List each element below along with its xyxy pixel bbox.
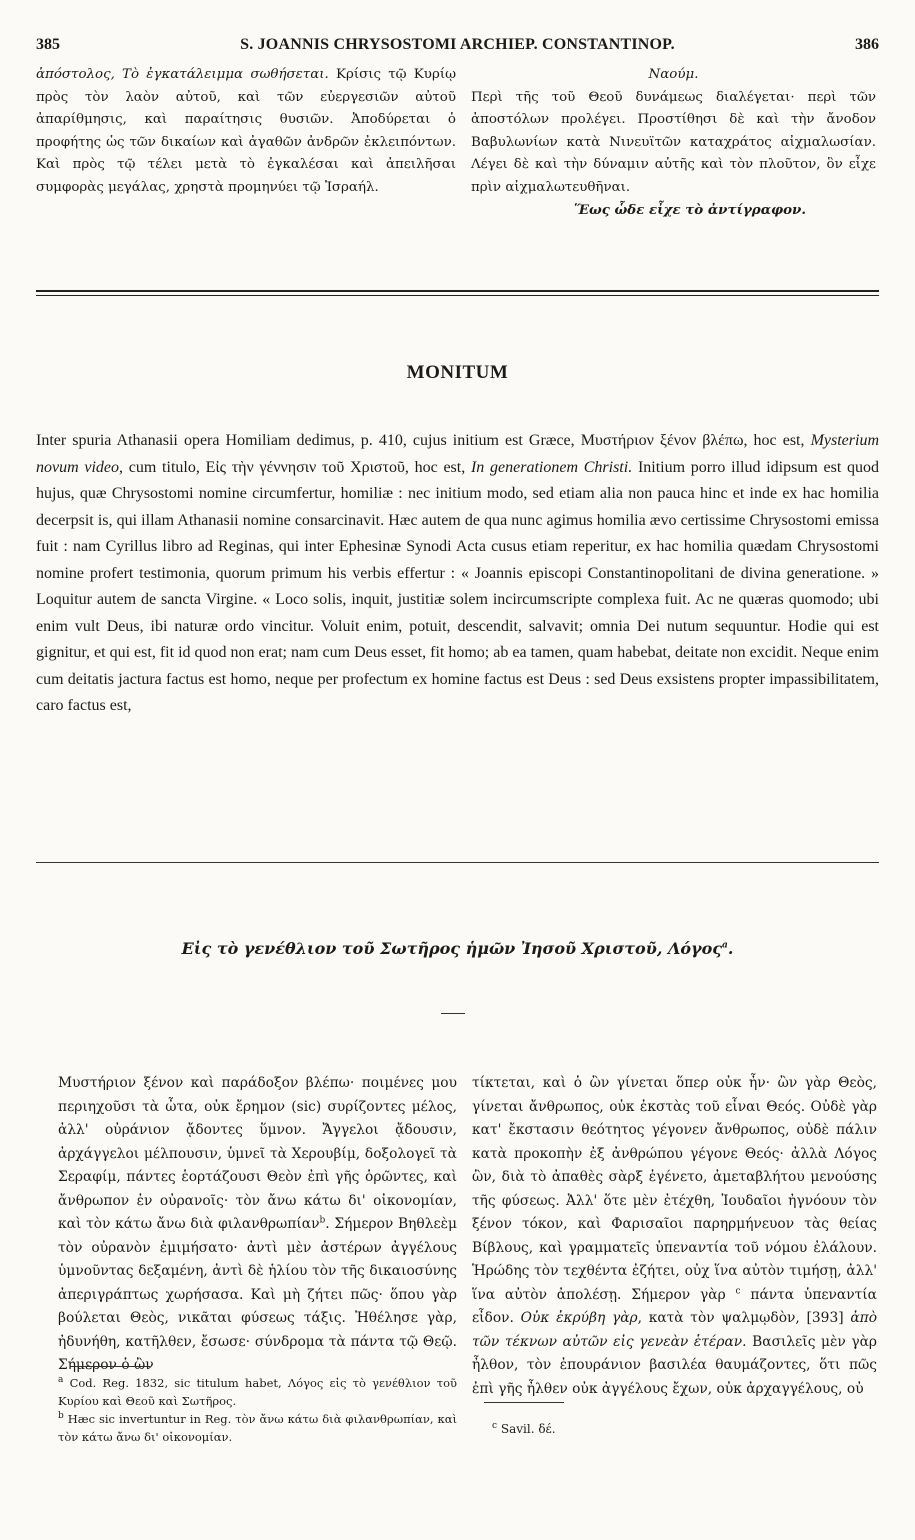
oration-right-text-4: Βασιλεῖς μὲν γὰρ ἦλθον, τὸν ἐπουράνιον βασιλέα θαυμάζοντες, ὅτι πῶς ἐπὶ γῆς ἦλθεν οὐκ ἀγγέλους ἔχων, οὐκ ἀρχαγγέλους, οὐ (472, 1333, 878, 1397)
monitum-text-3: Initium porro illud idipsum est quod hujus, quæ Chrysostomi nomine circumfertur, homiliæ : nec initium modo, sed etiam alia non pauca hinc et inde ex hac homilia decerpsit is, qui illam Athanasii nomine consarcinavit. Hæc autem de qua nunc agimus homilia ævo certissime Chrysostomi emissa fuit : nam Cyrillus libro ad Reginas, qui inter Ephesinæ Synodi Acta cusus etiam reperitur, ex hac homilia quædam Chrysostomi nomine profert testimonia, quorum primum his verbis effertur : « Joannis episcopi Constantinopolitani de divina generatione. » Loquitur autem de sancta Virgine. « Loco solis, inquit, justitiæ solem incircumscripte complexa fuit. Ac ne quæras quomodo; ubi enim vult Deus, ibi naturæ ordo vincitur. Voluit enim, potuit, descendit, salvavit; omnia Dei nutum sequuntur. Hodie qui est gignitur, et qui est, fit id quod non erat; nam cum Deus esset, fit homo; ab ea tamen, quam habebat, deitate non excidit. Neque enim cum deitatis jactura factus est homo, neque per profectum ex homine factus est Deus : sed Deus exsistens propter impassibilitatem, caro factus est, (36, 458, 880, 714)
monitum-text-1: Inter spuria Athanasii opera Homiliam dedimus, p. 410, cujus initium est Græce, Μυστήριον ξένον βλέπω, hoc est, (36, 432, 805, 449)
footnotes-left (58, 1374, 457, 1446)
top-right-column (471, 64, 876, 222)
short-dash-divider (441, 1013, 465, 1014)
oration-title-text: Εἰς τὸ γενέθλιον τοῦ Σωτῆρος ἡμῶν Ἰησοῦ Χριστοῦ, Λόγος (181, 939, 723, 958)
monitum-body (36, 428, 879, 720)
footnote-mark-b: b (319, 1215, 326, 1226)
oration-left-column (58, 1072, 457, 1378)
footnote-separator-left (70, 1366, 150, 1367)
footnote-c: $^c$ Savil. δέ. (492, 1421, 556, 1436)
nahum-heading: Ναούμ. (648, 67, 699, 82)
monitum-italic-1: Mysterium novum video (36, 432, 880, 476)
oration-left-text-2: . Σήμερον Βηθλεὲμ τὸν οὐρανὸν ἐμιμήσατο· ἀντὶ μὲν ἀστέρων ἀγγέλους ὑμνοῦντας δεξαμένη, ἀντὶ δὲ ἡλίου τὸν τῆς δικαιοσύνης ἀπεριγράπτως χωρήσασα. Καὶ μὴ ζήτει πῶς· ὅπου γὰρ βούλεται Θεὸς, νικᾶται φύσεως τάξις. Ἠθέλησε γὰρ, ἠδυνήθη, κατῆλθεν, ἔσωσε· σύνδρομα τὰ πάντα τῷ Θεῷ. Σήμερον ὁ ὢν (58, 1216, 457, 1373)
oration-left-text-1: Μυστήριον ξένον καὶ παράδοξον βλέπω· ποιμένες μου περιηχοῦσι τὰ ὦτα, οὐκ ἔρημον (sic) συρίζοντες μέλος, ἀλλ' οὐράνιον ᾄδοντες ὕμνον. Ἄγγελοι ᾄδουσιν, ἀρχάγγελοι μέλπουσιν, ὑμνεῖ τὰ Χερουβίμ, δοξολογεῖ τὰ Σεραφίμ, πάντες ἑορτάζουσι Θεὸν ἐπὶ γῆς ὁρῶντες, καὶ ἄνθρωπον ἐν οὐρανοῖς· τὸν ἄνω κάτω δι' οἰκονομίαν, καὶ τὸν κάτω ἄνω διὰ φιλανθρωπίαν (58, 1075, 457, 1232)
top-left-column (36, 64, 456, 199)
oration-right-italic-2: ἀπὸ τῶν τέκνων αὐτῶν εἰς γενεὰν ἑτέραν. (472, 1310, 878, 1350)
closing-note: Ἕως ὧδε εἶχε τὸ ἀντίγραφον. (573, 202, 806, 218)
oration-right-text-1: τίκτεται, καὶ ὁ ὢν γίνεται ὅπερ οὐκ ἦν· ὢν γὰρ Θεὸς, γίνεται ἄνθρωπος, οὐκ ἐκστὰς τοῦ εἶναι Θεός. Οὐδὲ γὰρ κατ' ἔκστασιν θεότητος γέγονεν ἄνθρωπος, οὐδὲ πάλιν κατὰ προκοπὴν ἐξ ἀνθρώπου γέγονε Θεός· ἀλλὰ Λόγος ὢν, διὰ τὸ ἀπαθὲς σὰρξ ἐγένετο, ἀμεταβλήτου μενούσης τῆς φύσεως. Ἀλλ' ὅτε μὲν ἐτέχθη, Ἰουδαῖοι ἠγνόουν τὸν ξένον τόκον, καὶ Φαρισαῖοι παρηρμήνευον τὰς θείας Βίβλους, καὶ γραμματεῖς ὑπεναντία τοῦ νόμου ἐλάλουν. Ἡρώδης τὸν τεχθέντα ἐζήτει, οὐχ ἵνα αὐτὸν τιμήσῃ, ἀλλ' ἵνα αὐτὸν ἀπολέσῃ. Σήμερον γὰρ (472, 1075, 877, 1303)
footnote-mark-a: a (722, 940, 728, 951)
monitum-italic-2: In generationem Christi. (470, 458, 633, 476)
page-number-right: 386 (855, 36, 879, 53)
footnote-mark-c: c (735, 1285, 741, 1296)
header-title: S. JOANNIS CHRYSOSTOMI ARCHIEP. CONSTANTINOP. (240, 36, 675, 53)
nahum-text: Περὶ τῆς τοῦ Θεοῦ δυνάμεως διαλέγεται· περὶ τῶν ἀποστόλων προλέγει. Προστίθησι δὲ καὶ τὴν ἄνοδον Βαβυλωνίων κατὰ Νινευϊτῶν καταχράτος αἰχμαλωσίαν. Λέγει δὲ καὶ τὴν δύναμιν αὐτῆς καὶ τὸν πλοῦτον, ὃν εἶχε πρὶν αἰχμαλωτευθῆναι. (471, 89, 876, 195)
top-left-lead: ἀπόστολος, Τὸ ἐγκατάλειμμα σωθήσεται. (36, 67, 329, 82)
oration-right-italic-1: Οὐκ ἐκρύβη γὰρ (520, 1310, 638, 1326)
page-number-left: 385 (36, 36, 60, 53)
section-rule (36, 862, 879, 863)
top-left-text: Κρίσις τῷ Κυρίῳ πρὸς τὸν λαὸν αὐτοῦ, καὶ τῶν εὐεργεσιῶν αὐτοῦ ἀπαρίθμησις, καὶ παραίτησις θυσιῶν. Ἀποδύρεται ὁ προφήτης ὡς τῶν δικαίων καὶ ἀγαθῶν ἀνδρῶν ἐκλειπόντων. Καὶ πρὸς τῷ τέλει μετὰ τὸ ἐγκαλέσαι καὶ ἀπειλῆσαι συμφορὰς μεγάλας, χρηστὰ προμηνύει τῷ Ἰσραήλ. (36, 67, 456, 195)
oration-title: Εἰς τὸ γενέθλιον τοῦ Σωτῆρος ἡμῶν Ἰησοῦ Χριστοῦ, Λόγος$^a$. (181, 939, 734, 958)
running-header (36, 36, 879, 58)
oration-right-text-2: πάντα ὑπεναντία εἶδον. (472, 1286, 877, 1326)
footnote-a: $^a$ Cod. Reg. 1832, sic titulum habet, Λόγος εἰς τὸ γενέθλιον τοῦ Κυρίου καὶ Θεοῦ καὶ Σωτῆρος. (58, 1375, 458, 1408)
footnote-separator-right (484, 1402, 564, 1403)
oration-right-text-3: , κατὰ τὸν ψαλμῳδὸν, [393] (637, 1310, 844, 1326)
oration-right-column (472, 1072, 877, 1401)
footnote-b: $^b$ Hæc sic invertuntur in Reg. τὸν ἄνω κάτω διὰ φιλανθρωπίαν, καὶ τὸν κάτω ἄνω δι' οἰκονομίαν. (58, 1411, 457, 1444)
monitum-text-2: , cum titulo, Εἰς τὴν γέννησιν τοῦ Χριστοῦ, hoc est, (119, 458, 466, 476)
monitum-title: MONITUM (406, 362, 509, 383)
